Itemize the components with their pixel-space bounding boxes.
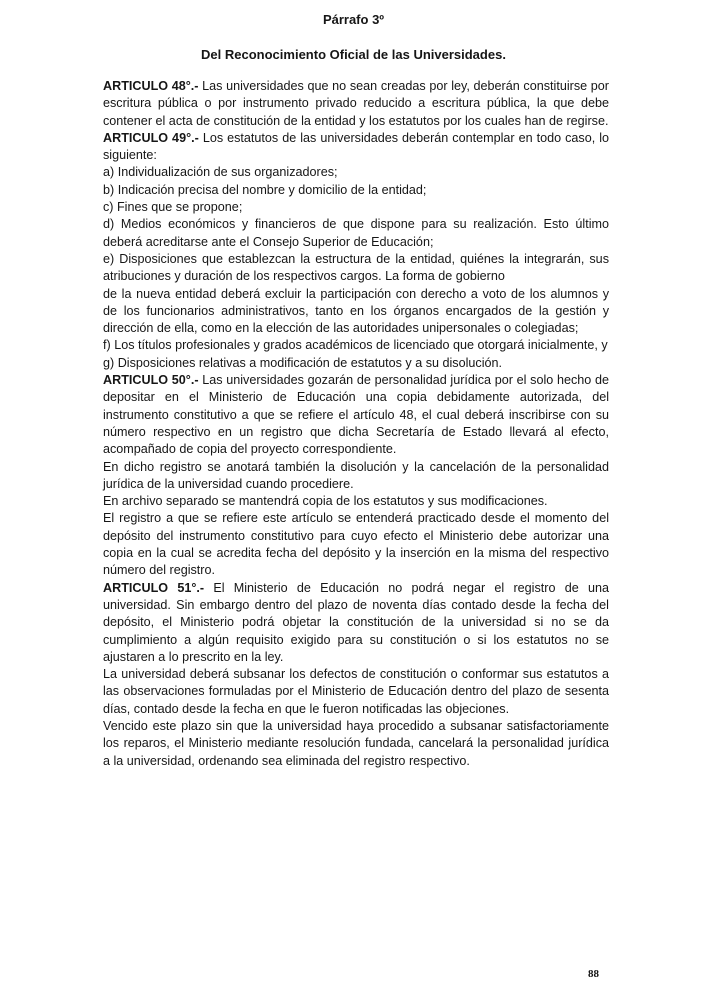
article-49-item-g: g) Disposiciones relativas a modificación de estatutos y a su disolución. (103, 355, 503, 370)
article-51-text: El Ministerio de Educación no podrá negar el registro de una universidad. Sin embargo dentro del plazo de noventa días contado desde la fecha del depósito, el Ministerio podrá objetar la constitución de la universidad si no se da cumplimiento a algún requisito exigido para su constitución o si los estatutos no se ajustaren a lo prescrito en la ley. (103, 580, 610, 664)
document-body (103, 78, 609, 770)
page-number: 88 (588, 968, 599, 980)
article-50-label: ARTICULO 50°.- (103, 373, 199, 388)
section-title: Del Reconocimiento Oficial de las Universidades. (201, 47, 506, 62)
article-49-item-e: e) Disposiciones que establezcan la estructura de la entidad, quiénes la integrarán, sus atribuciones y duración de los respectivos cargos. La forma de gobierno (103, 251, 609, 284)
article-50-paragraph: El registro a que se refiere este artículo se entenderá practicado desde el momento del depósito del instrumento constitutivo para cuyo efecto el Ministerio debe autorizar una copia en la cual se acredita fecha del depósito y la inserción en la misma del respectivo número del registro. (103, 511, 609, 578)
section-heading: Párrafo 3º (322, 12, 385, 27)
article-51-paragraph: La universidad deberá subsanar los defectos de constitución o conformar sus estatutos a las observaciones formuladas por el Ministerio de Educación dentro del plazo de sesenta días, contado desde la fecha en que le fueron notificadas las objeciones. (103, 667, 609, 716)
article-49-text: Los estatutos de las universidades deberán contemplar en todo caso, lo siguiente: (103, 130, 610, 163)
article-49-item-f: f) Los títulos profesionales y grados académicos de licenciado que otorgará inicialmente, y (103, 338, 608, 353)
article-50-paragraph: En dicho registro se anotará también la disolución y la cancelación de la personalidad jurídica de la universidad cuando procediere. (103, 459, 609, 491)
article-49-item-e-continued: de la nueva entidad deberá excluir la participación con derecho a voto de los alumnos y de los funcionarios administrativos, tanto en los órganos encargados de la gestión y dirección de ella, como en la elección de las autoridades unipersonales o colegiadas; (103, 286, 609, 336)
article-49-item-c: c) Fines que se propone; (103, 200, 243, 215)
article-51-label: ARTICULO 51°.- (103, 580, 205, 595)
article-50-paragraph: En archivo separado se mantendrá copia de los estatutos y sus modificaciones. (103, 494, 548, 509)
article-50-text: Las universidades gozarán de personalidad jurídica por el solo hecho de depositar en el Ministerio de Educación una copia debidamente autorizada, del instrumento constitutivo a que se refiere el artículo 48, el cual deberá inscribirse con su número respectivo en un registro que dicha Secretaría de Estado llevará al efecto, acompañado de copia del proyecto correspondiente. (103, 373, 610, 457)
article-48-text: Las universidades que no sean creadas por ley, deberán constituirse por escritura pública o por instrumento privado reducido a escritura pública, la que debe contener el acta de constitución de la entidad y los estatutos por los cuales han de regirse. (103, 79, 609, 128)
article-50 (103, 372, 609, 458)
article-49-item-a: a) Individualización de sus organizadores; (103, 165, 338, 180)
article-49-item-d: d) Medios económicos y financieros de que dispone para su realización. Esto último deberá acreditarse ante el Consejo Superior de Educación; (103, 217, 609, 249)
article-48 (103, 78, 609, 130)
article-49-item-b: b) Indicación precisa del nombre y domicilio de la entidad; (103, 182, 427, 197)
article-48-label: ARTICULO 48°.- (103, 79, 199, 93)
article-49 (103, 130, 609, 165)
article-51 (103, 580, 609, 666)
article-51-paragraph: Vencido este plazo sin que la universidad haya procedido a subsanar satisfactoriamente los reparos, el Ministerio mediante resolución fundada, cancelará la personalidad jurídica a la universidad, ordenando sea eliminada del registro respectivo. (103, 718, 609, 768)
article-49-label: ARTICULO 49°.- (103, 130, 199, 145)
